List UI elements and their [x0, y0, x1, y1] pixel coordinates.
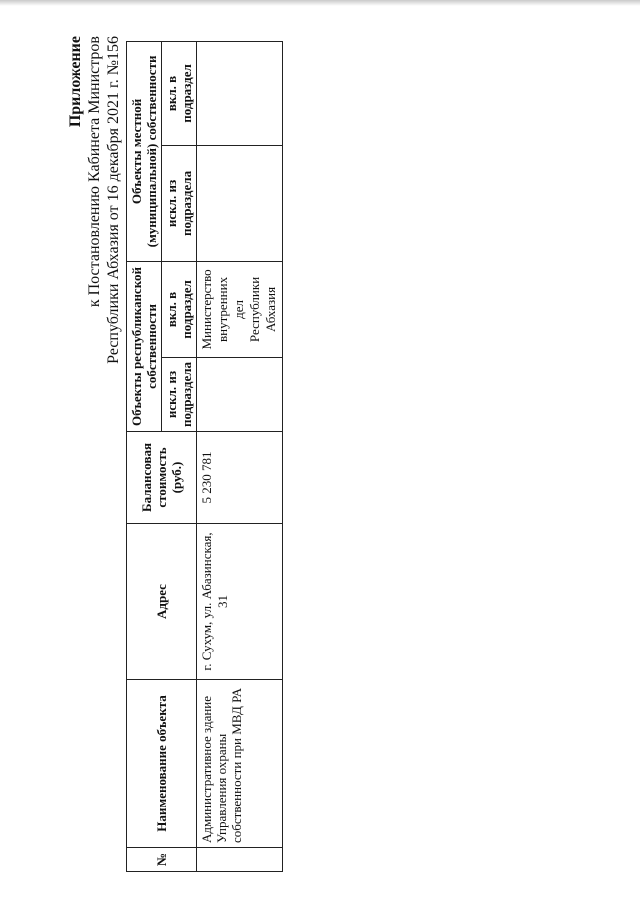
header-name: Наименование объекта [127, 680, 197, 848]
table-row [197, 41, 283, 871]
cell-name: Административное здание Управления охраны собственности при МВД РА [197, 680, 283, 848]
header-line-1: к Постановлению Кабинета Министров [86, 36, 103, 308]
cell-rep-excl [197, 357, 283, 431]
cell-value: 5 230 781 [197, 432, 283, 524]
header-rep-excl: искл. из подраздела [162, 357, 197, 431]
document-page [60, 20, 580, 880]
cell-address: г. Сухум, ул. Абазинская, 31 [197, 524, 283, 680]
header-value: Балансовая стоимость (руб.) [127, 432, 197, 524]
cell-num [197, 848, 283, 872]
document-header [66, 36, 123, 364]
appendix-title: Приложение [67, 36, 84, 128]
header-republic-group: Объекты республиканской собственности [127, 261, 162, 431]
header-line-2: Республики Абхазия от 16 декабря 2021 г. №156 [105, 36, 122, 364]
header-address: Адрес [127, 524, 197, 680]
scan-edge [0, 0, 640, 6]
header-mun-excl: искл. из подраздела [162, 145, 197, 261]
header-mun-incl: вкл. в подраздел [162, 41, 197, 145]
cell-mun-incl [197, 41, 283, 145]
cell-rep-incl: Министерство внутренних дел Республики Абхазия [197, 261, 283, 357]
header-municipal-group: Объекты местной (муниципальной) собственности [127, 41, 162, 261]
header-num: № [127, 848, 197, 872]
cell-mun-excl [197, 145, 283, 261]
objects-table [126, 41, 283, 872]
header-rep-incl: вкл. в подраздел [162, 261, 197, 357]
